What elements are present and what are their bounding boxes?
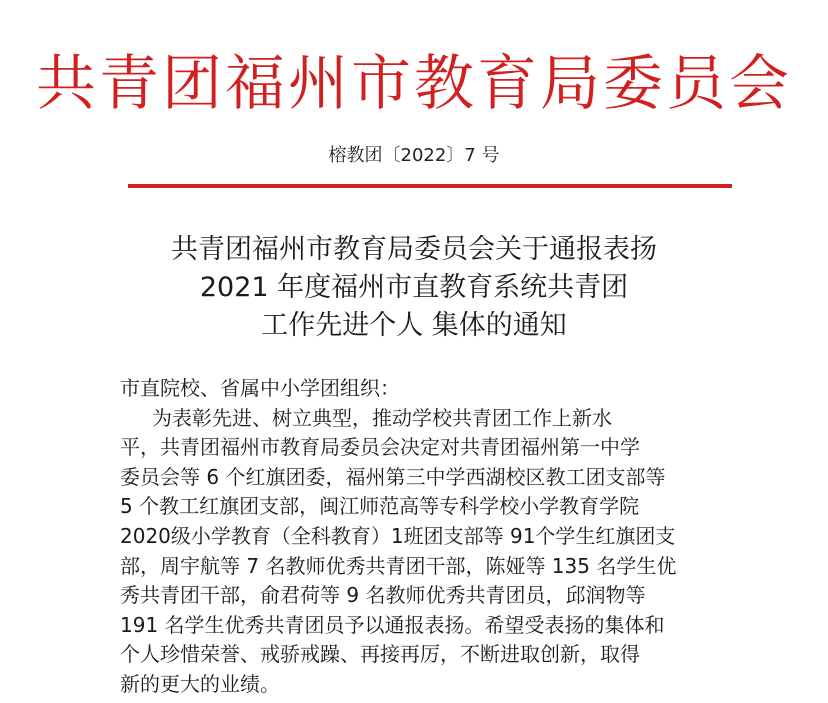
body-paragraph	[120, 404, 720, 700]
red-divider-line	[128, 184, 732, 188]
paragraph-line: 2020级小学教育（全科教育）1班团支部等 91个学生红旗团支	[120, 523, 676, 548]
paragraph-line: 为表彰先进、树立典型，推动学校共青团工作上新水	[152, 405, 612, 430]
paragraph-line: 委员会等 6 个红旗团委，福州第三中学西湖校区教工团支部等	[120, 464, 666, 489]
organization-title: 共青团福州市教育局委员会	[36, 49, 792, 119]
headline-line: 共青团福州市教育局委员会关于通报表扬	[171, 234, 657, 265]
notice-body	[120, 374, 720, 700]
paragraph-line: 5 个教工红旗团支部，闽江师范高等专科学校小学教育学院	[120, 494, 640, 519]
paragraph-line: 个人珍惜荣誉、戒骄戒躁、再接再厉，不断进取创新，取得	[120, 642, 640, 667]
paragraph-line: 新的更大的业绩。	[120, 671, 280, 696]
paragraph-line: 秀共青团干部，俞君荷等 9 名教师优秀共青团员，邱润物等	[120, 583, 646, 608]
paragraph-line: 部，周宇航等 7 名教师优秀共青团干部，陈娅等 135 名学生优	[120, 553, 677, 578]
notice-headline	[0, 231, 828, 345]
document-number: 榕教团〔2022〕7 号	[328, 145, 500, 166]
headline-line: 工作先进个人 集体的通知	[261, 310, 567, 341]
paragraph-line: 191 名学生优秀共青团员予以通报表扬。希望受表扬的集体和	[120, 612, 665, 637]
headline-line: 2021 年度福州市直教育系统共青团	[199, 272, 629, 303]
salutation: 市直院校、省属中小学团组织：	[120, 376, 400, 400]
paragraph-line: 平，共青团福州市教育局委员会决定对共青团福州第一中学	[120, 435, 640, 460]
